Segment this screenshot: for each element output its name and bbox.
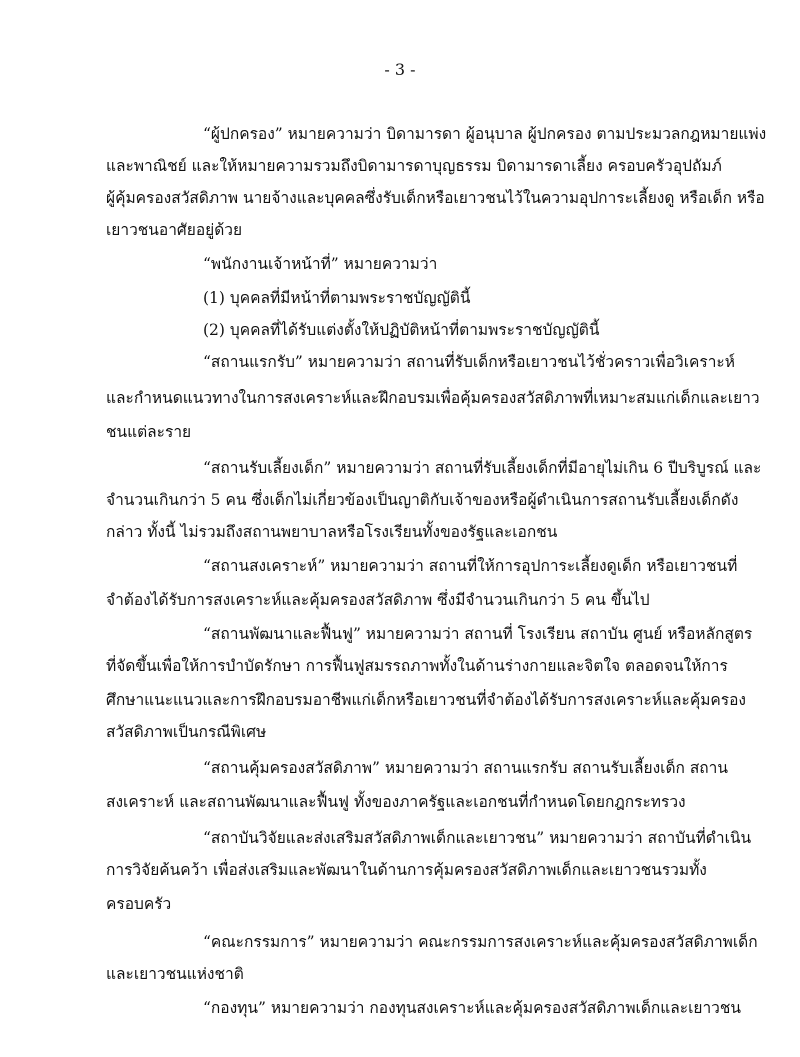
text-line: ที่จัดขึ้นเพื่อให้การบำบัดรักษา การฟื้นฟูสมรรถภาพทั้งในด้านร่างกายและจิตใจ ตลอดจนให้การ — [106, 657, 728, 675]
text-line: “ผู้ปกครอง” หมายความว่า บิดามารดา ผู้อนุบาล ผู้ปกครอง ตามประมวลกฎหมายแพ่ง — [203, 125, 767, 143]
text-line: การวิจัยค้นคว้า เพื่อส่งเสริมและพัฒนาในด้านการคุ้มครองสวัสดิภาพเด็กและเยาวชนรวมทั้ง — [106, 861, 707, 879]
text-line: “สถานคุ้มครองสวัสดิภาพ” หมายความว่า สถานแรกรับ สถานรับเลี้ยงเด็ก สถาน — [203, 759, 728, 777]
text-line: ศึกษาแนะแนวและการฝึกอบรมอาชีพแก่เด็กหรือเยาวชนที่จำต้องได้รับการสงเคราะห์และคุ้มครอง — [106, 691, 746, 709]
text-line: เยาวชนอาศัยอยู่ด้วย — [106, 221, 243, 239]
text-line: จำต้องได้รับการสงเคราะห์และคุ้มครองสวัสดิภาพ ซึ่งมีจำนวนเกินกว่า 5 คน ขึ้นไป — [106, 591, 650, 609]
text-line: “สถานแรกรับ” หมายความว่า สถานที่รับเด็กหรือเยาวชนไว้ชั่วคราวเพื่อวิเคราะห์ — [203, 353, 735, 371]
text-line: ผู้คุ้มครองสวัสดิภาพ นายจ้างและบุคคลซึ่งรับเด็กหรือเยาวชนไว้ในความอุปการะเลี้ยงดู หรือเด็ก หรือ — [106, 189, 765, 207]
text-line: ครอบครัว — [106, 895, 172, 913]
text-line: “สถาบันวิจัยและส่งเสริมสวัสดิภาพเด็กและเยาวชน” หมายความว่า สถาบันที่ดำเนิน — [203, 829, 752, 847]
text-line: “พนักงานเจ้าหน้าที่” หมายความว่า — [203, 255, 438, 273]
text-line: “สถานพัฒนาและฟื้นฟู” หมายความว่า สถานที่ โรงเรียน สถาบัน ศูนย์ หรือหลักสูตร — [203, 625, 753, 643]
text-line: (2) บุคคลที่ได้รับแต่งตั้งให้ปฏิบัติหน้าที่ตามพระราชบัญญัตินี้ — [203, 321, 600, 339]
text-line: และกำหนดแนวทางในการสงเคราะห์และฝึกอบรมเพื่อคุ้มครองสวัสดิภาพที่เหมาะสมแก่เด็กและเยาว — [106, 389, 760, 407]
text-line: จำนวนเกินกว่า 5 คน ซึ่งเด็กไม่เกี่ยวข้องเป็นญาติกับเจ้าของหรือผู้ดำเนินการสถานรับเลี้ยงเด็กดัง — [106, 491, 739, 509]
text-line: “กองทุน” หมายความว่า กองทุนสงเคราะห์และคุ้มครองสวัสดิภาพเด็กและเยาวชน — [203, 999, 742, 1017]
text-line: “สถานสงเคราะห์” หมายความว่า สถานที่ให้การอุปการะเลี้ยงดูเด็ก หรือเยาวชนที่ — [203, 557, 738, 575]
page-number: - 3 - — [384, 60, 416, 79]
text-line: กล่าว ทั้งนี้ ไม่รวมถึงสถานพยาบาลหรือโรงเรียนทั้งของรัฐและเอกชน — [106, 523, 558, 541]
text-line: และเยาวชนแห่งชาติ — [106, 965, 244, 983]
text-line: ชนแต่ละราย — [106, 423, 192, 441]
text-line: และพาณิชย์ และให้หมายความรวมถึงบิดามารดาบุญธรรม บิดามารดาเลี้ยง ครอบครัวอุปถัมภ์ — [106, 157, 722, 175]
text-line: สงเคราะห์ และสถานพัฒนาและฟื้นฟู ทั้งของภาครัฐและเอกชนที่กำหนดโดยกฎกระทรวง — [106, 793, 686, 811]
text-line: (1) บุคคลที่มีหน้าที่ตามพระราชบัญญัตินี้ — [203, 289, 471, 307]
text-line: “สถานรับเลี้ยงเด็ก” หมายความว่า สถานที่รับเลี้ยงเด็กที่มีอายุไม่เกิน 6 ปีบริบูรณ์ และ — [203, 459, 762, 477]
text-line: สวัสดิภาพเป็นกรณีพิเศษ — [106, 723, 267, 741]
text-line: “คณะกรรมการ” หมายความว่า คณะกรรมการสงเคราะห์และคุ้มครองสวัสดิภาพเด็ก — [203, 933, 758, 951]
